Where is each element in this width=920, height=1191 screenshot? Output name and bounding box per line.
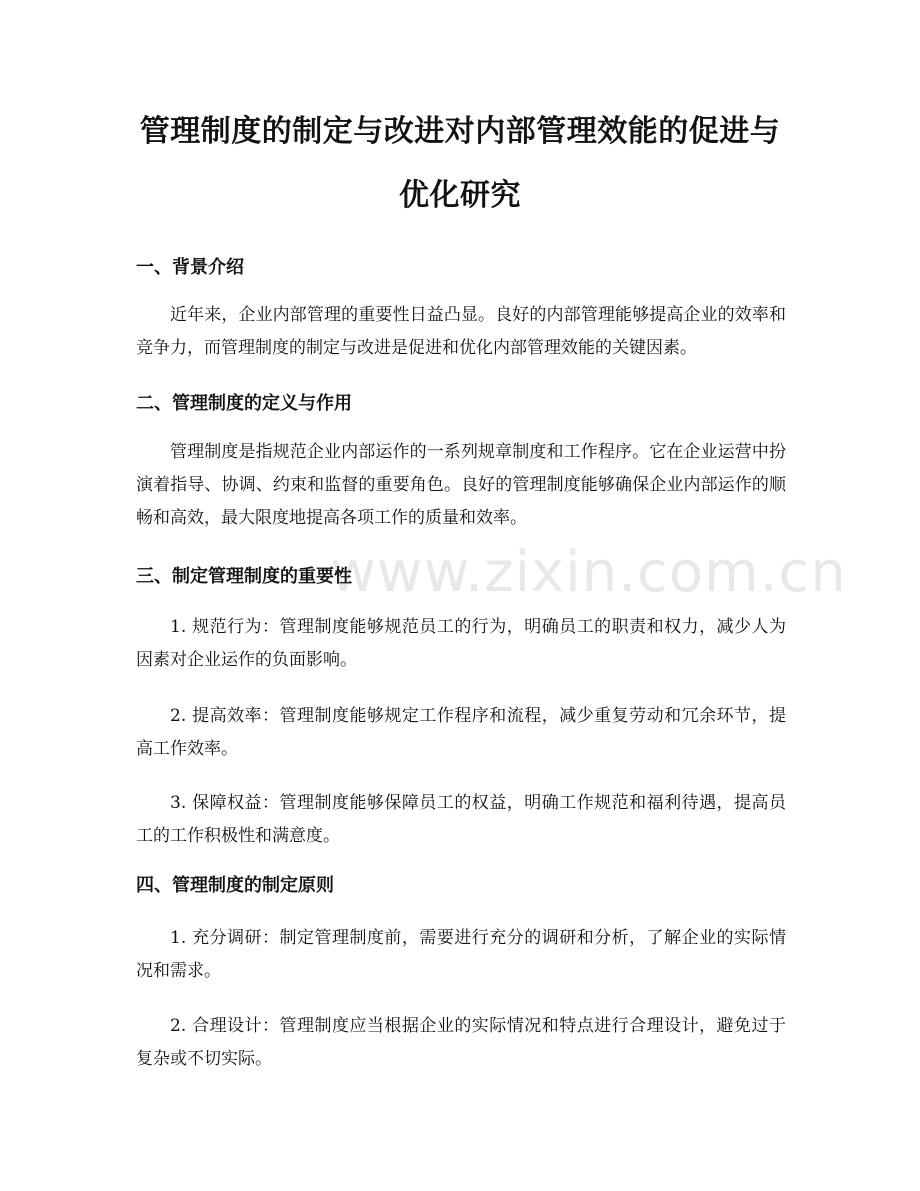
section-heading-4: 四、管理制度的制定原则 bbox=[136, 875, 334, 896]
paragraph-3-2: 2. 提高效率：管理制度能够规定工作程序和流程，减少重复劳动和冗余环节，提高工作效率。 bbox=[136, 706, 786, 759]
section-heading-3: 三、制定管理制度的重要性 bbox=[136, 566, 352, 587]
section-heading-1: 一、背景介绍 bbox=[136, 257, 244, 278]
watermark: www.zixin.com.cn bbox=[330, 540, 847, 605]
paragraph-4-2: 2. 合理设计：管理制度应当根据企业的实际情况和特点进行合理设计，避免过于复杂或不切实际。 bbox=[136, 1016, 786, 1069]
section-heading-2: 二、管理制度的定义与作用 bbox=[136, 393, 352, 414]
paragraph-1-1: 近年来，企业内部管理的重要性日益凸显。良好的内部管理能够提高企业的效率和竞争力，而管理制度的制定与改进是促进和优化内部管理效能的关键因素。 bbox=[136, 305, 786, 358]
paragraph-2-1: 管理制度是指规范企业内部运作的一系列规章制度和工作程序。它在企业运营中扮演着指导、协调、约束和监督的重要角色。良好的管理制度能够确保企业内部运作的顺畅和高效，最大限度地提高各项工作的质量和效率。 bbox=[136, 442, 786, 528]
paragraph-3-1: 1. 规范行为：管理制度能够规范员工的行为，明确员工的职责和权力，减少人为因素对企业运作的负面影响。 bbox=[136, 617, 786, 670]
document-title: 管理制度的制定与改进对内部管理效能的促进与优化研究 bbox=[139, 114, 781, 213]
paragraph-4-1: 1. 充分调研：制定管理制度前，需要进行充分的调研和分析，了解企业的实际情况和需求。 bbox=[136, 928, 786, 981]
paragraph-3-3: 3. 保障权益：管理制度能够保障员工的权益，明确工作规范和福利待遇，提高员工的工作积极性和满意度。 bbox=[136, 793, 786, 846]
